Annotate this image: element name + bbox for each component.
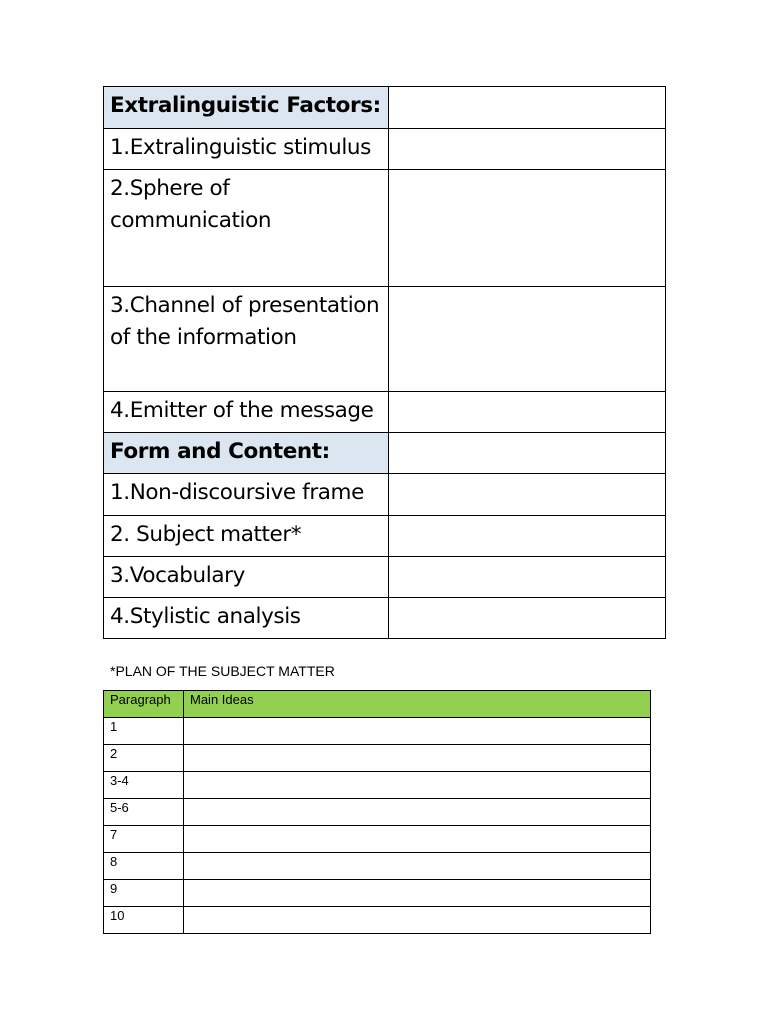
paragraph-number: 2 [104,745,184,772]
text-analysis-table [103,86,666,639]
table-row [104,474,666,516]
section-header-form-and-content: Form and Content: [104,433,389,474]
main-ideas-cell[interactable] [184,853,651,880]
answer-cell[interactable] [389,474,666,516]
column-header-paragraph: Paragraph [104,691,184,718]
paragraph-number: 7 [104,826,184,853]
answer-cell[interactable] [389,516,666,557]
main-ideas-cell[interactable] [184,799,651,826]
answer-cell[interactable] [389,129,666,170]
table-row-form-content-header [104,433,666,474]
row-label-emitter-of-message: 4.Emitter of the message [104,392,389,433]
table-row [104,907,651,934]
column-header-main-ideas: Main Ideas [184,691,651,718]
table-row [104,516,666,557]
main-ideas-cell[interactable] [184,772,651,799]
answer-cell[interactable] [389,170,666,287]
main-ideas-cell[interactable] [184,880,651,907]
paragraph-number: 8 [104,853,184,880]
main-ideas-cell[interactable] [184,826,651,853]
table-row [104,392,666,433]
table-row [104,745,651,772]
table-row [104,880,651,907]
answer-cell[interactable] [389,87,666,129]
main-ideas-cell[interactable] [184,907,651,934]
answer-cell[interactable] [389,557,666,598]
table-row [104,826,651,853]
paragraph-number: 9 [104,880,184,907]
paragraph-number: 3-4 [104,772,184,799]
table-row [104,772,651,799]
answer-cell[interactable] [389,598,666,639]
table-row [104,799,651,826]
table-row [104,557,666,598]
table-row [104,129,666,170]
section-header-extralinguistic: Extralinguistic Factors: [104,87,389,129]
row-label-channel-of-presentation: 3.Channel of presentation of the information [104,287,389,392]
row-label-stylistic-analysis: 4.Stylistic analysis [104,598,389,639]
answer-cell[interactable] [389,392,666,433]
plan-note: *PLAN OF THE SUBJECT MATTER [110,663,335,679]
paragraph-number: 1 [104,718,184,745]
table-row [104,170,666,287]
row-label-extralinguistic-stimulus: 1.Extralinguistic stimulus [104,129,389,170]
table-header-row [104,691,651,718]
table-row [104,598,666,639]
row-label-subject-matter: 2. Subject matter* [104,516,389,557]
answer-cell[interactable] [389,433,666,474]
paragraph-number: 10 [104,907,184,934]
main-ideas-cell[interactable] [184,745,651,772]
subject-matter-plan-table [103,690,651,934]
table-row-extralinguistic-header [104,87,666,129]
main-ideas-cell[interactable] [184,718,651,745]
row-label-vocabulary: 3.Vocabulary [104,557,389,598]
table-row [104,718,651,745]
row-label-non-discoursive-frame: 1.Non-discoursive frame [104,474,389,516]
table-row [104,853,651,880]
table-row [104,287,666,392]
paragraph-number: 5-6 [104,799,184,826]
row-label-sphere-of-communication: 2.Sphere of communication [104,170,389,287]
answer-cell[interactable] [389,287,666,392]
